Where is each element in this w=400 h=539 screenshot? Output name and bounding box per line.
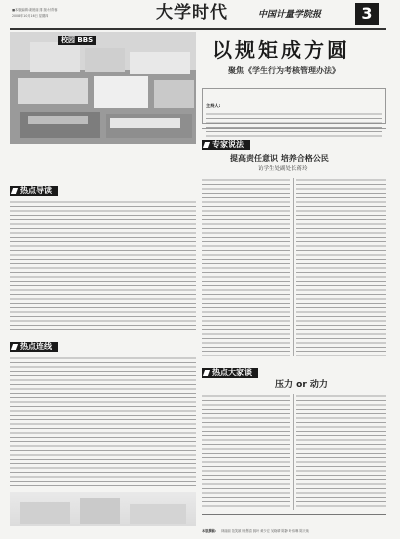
- footer-rule: [202, 514, 386, 515]
- page-number: 3: [355, 3, 379, 25]
- masthead: [0, 0, 400, 30]
- debate-column-right: [296, 394, 386, 510]
- bottom-photo: [10, 492, 196, 526]
- host-intro-box: [202, 88, 386, 124]
- masthead-rule: [10, 28, 386, 30]
- expert-title: 提高责任意识 培养合格公民: [230, 154, 329, 163]
- continuous-body: [10, 356, 196, 488]
- continuous-section-header: 热点连线: [10, 342, 58, 352]
- host-intro-label: 主持人:: [206, 103, 221, 108]
- feature-subtitle: 聚焦《学生行为考核管理办法》: [228, 66, 340, 75]
- feature-title: 以规矩成方圆: [212, 38, 350, 62]
- campus-bbs-label: 校园 BBS: [58, 36, 96, 45]
- expert-column-left: [202, 178, 290, 356]
- expert-column-divider: [293, 178, 294, 356]
- expert-section-header: 专家说法: [202, 140, 250, 150]
- debate-column-left: [202, 394, 290, 510]
- campus-photo: [10, 32, 196, 144]
- paper-name: 中国计量学院报: [258, 10, 322, 20]
- footer-names: 林丽丽 范笑颖 杨慧清 姚叶 黄少宏 吴晓晴 陈静 叶伟琳 陈天纯: [221, 529, 309, 533]
- masthead-editor-line: ■本版编辑:姜晨丽 排 版:付青蓉: [12, 8, 58, 12]
- feature-divider: [202, 128, 386, 129]
- footer-credits: [202, 517, 386, 536]
- debate-title: 压力 or 动力: [275, 380, 328, 390]
- section-title: 大学时代: [156, 3, 228, 23]
- bottom-photo-image: [10, 492, 196, 526]
- guide-body: [10, 200, 196, 332]
- guide-section-header: 热点导读: [10, 186, 58, 196]
- masthead-date-line: 2008年10月16日 星期四: [12, 14, 49, 18]
- expert-column-right: [296, 178, 386, 356]
- debate-column-divider: [293, 394, 294, 510]
- debate-section-header: 热点大家谈: [202, 368, 258, 378]
- campus-aerial-image: [10, 32, 196, 144]
- host-intro-text: [206, 112, 382, 138]
- expert-subtitle: 访学生处副处长蒋玲: [258, 166, 308, 172]
- footer-label: 本版撰稿:: [202, 529, 217, 533]
